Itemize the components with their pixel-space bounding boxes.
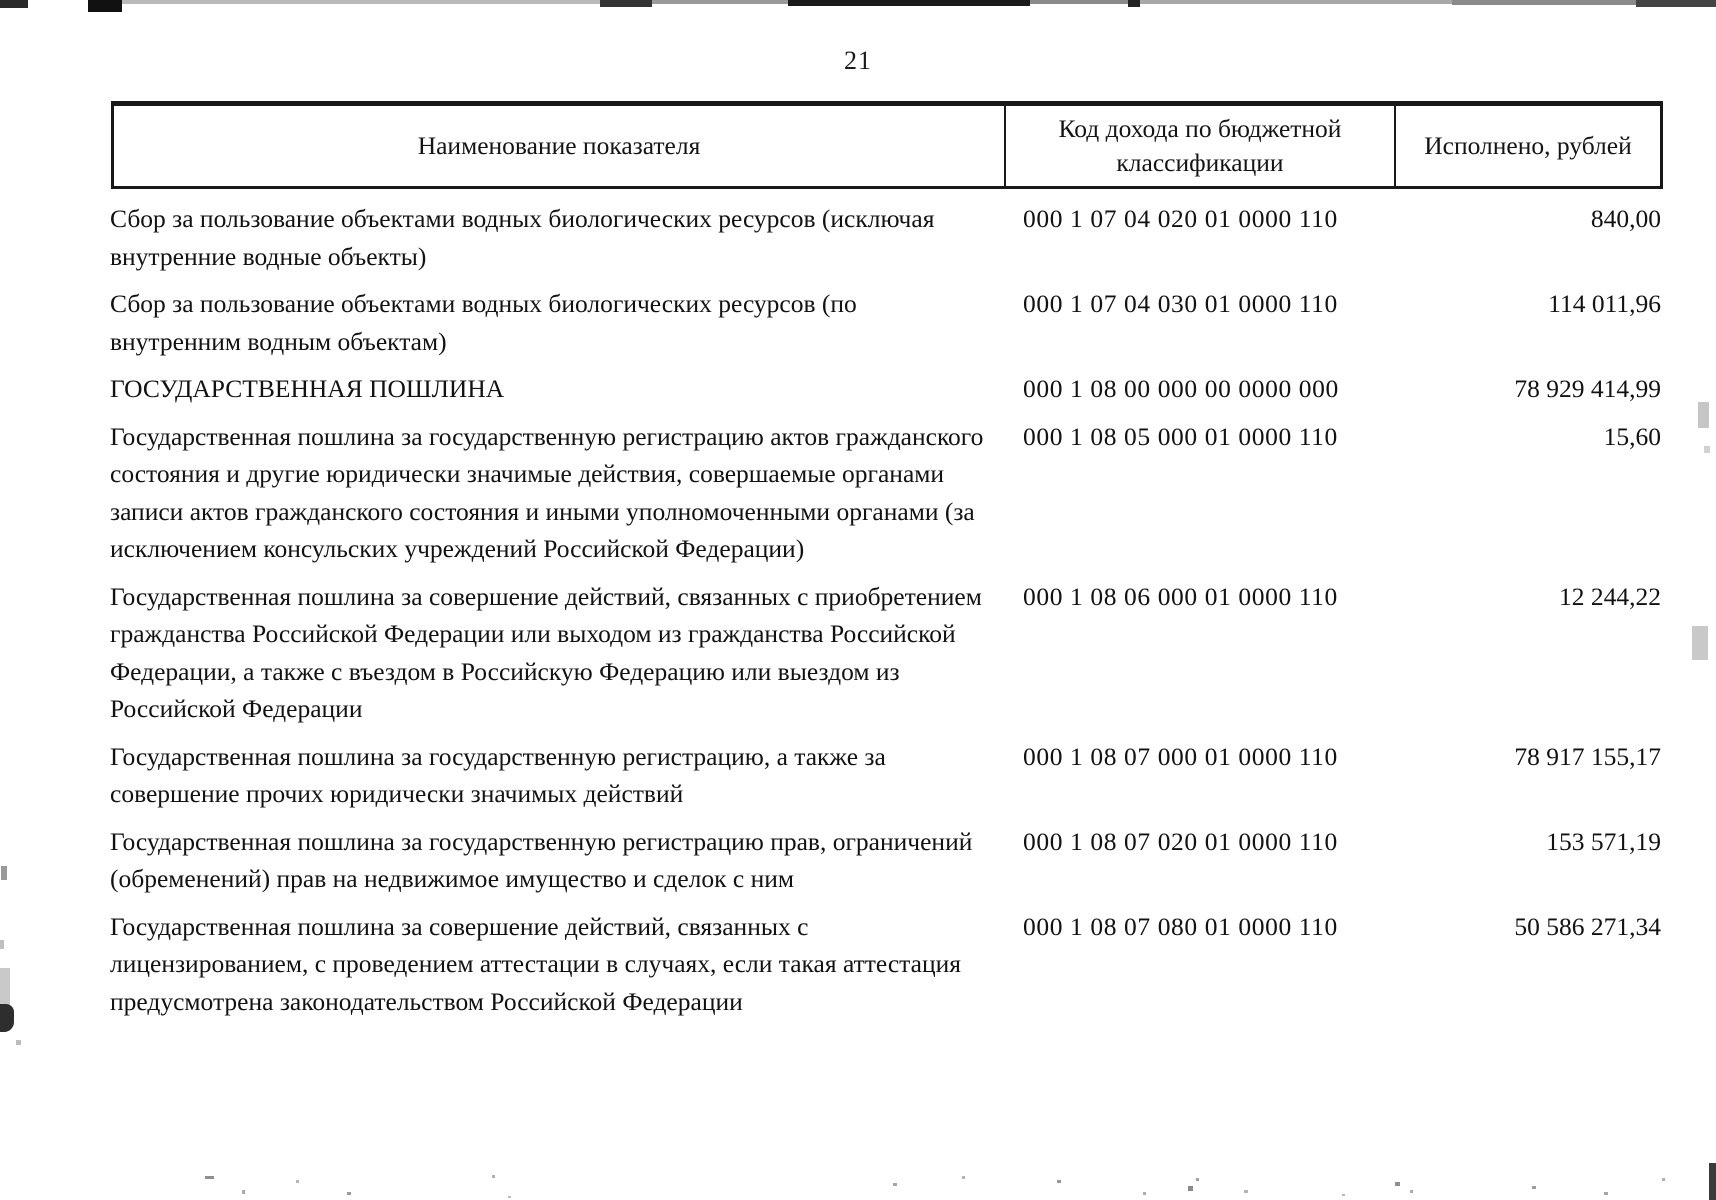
- row-budget-code: 000 1 08 07 080 01 0000 110: [1023, 911, 1338, 941]
- scan-noise: [205, 1176, 214, 1179]
- row-indicator-name: ГОСУДАРСТВЕННАЯ ПОШЛИНА: [110, 374, 505, 403]
- scan-noise: [1143, 1192, 1146, 1195]
- row-budget-code: 000 1 08 07 020 01 0000 110: [1023, 826, 1338, 856]
- row-executed-amount: 114 011,96: [1548, 289, 1661, 318]
- scan-noise: [0, 1004, 14, 1032]
- scan-noise: [893, 1183, 897, 1186]
- scan-noise: [1196, 1178, 1199, 1181]
- table-row: [111, 200, 1663, 275]
- scan-noise: [962, 1176, 965, 1179]
- column-header-amount: Исполнено, рублей: [1424, 131, 1632, 160]
- scan-noise: [1698, 402, 1709, 428]
- scan-noise: [1709, 1163, 1716, 1200]
- scan-noise: [0, 940, 4, 949]
- scan-noise: [1532, 1186, 1536, 1189]
- row-indicator-name: Государственная пошлина за совершение действий, связанных с приобретением гражданства Российской Федерации или выходом из гражданства Российской Федерации, а также с въездом в Российскую Федерацию или выездом из Российской Федерации: [110, 581, 982, 723]
- scan-noise: [88, 0, 122, 12]
- scan-noise: [122, 0, 600, 4]
- table-body: [111, 189, 1663, 1020]
- scan-noise: [1342, 1194, 1345, 1196]
- row-budget-code: 000 1 07 04 030 01 0000 110: [1023, 289, 1338, 318]
- table-row: [111, 738, 1663, 813]
- table-row: [111, 418, 1663, 568]
- column-header-name: Наименование показателя: [114, 106, 1006, 186]
- row-executed-amount: 78 929 414,99: [1514, 374, 1661, 403]
- table-row: [111, 370, 1663, 408]
- scan-noise: [1140, 0, 1452, 4]
- revenue-table: [111, 101, 1663, 1030]
- scan-noise: [1244, 1190, 1248, 1193]
- scan-noise: [1, 866, 7, 880]
- scan-noise: [508, 1196, 511, 1198]
- scan-noise: [0, 0, 28, 8]
- row-executed-amount: 153 571,19: [1546, 826, 1661, 856]
- row-indicator-name: Сбор за пользование объектами водных биологических ресурсов (по внутренним водным объектам): [110, 289, 857, 356]
- table-row: [111, 285, 1663, 360]
- table-header-row: [111, 101, 1663, 189]
- table-row: [111, 823, 1663, 898]
- row-executed-amount: 50 586 271,34: [1514, 911, 1661, 941]
- row-indicator-name: Сбор за пользование объектами водных биологических ресурсов (исключая внутренние водные объекты): [110, 204, 935, 271]
- row-budget-code: 000 1 08 06 000 01 0000 110: [1023, 581, 1338, 611]
- row-executed-amount: 12 244,22: [1559, 581, 1661, 611]
- scan-noise: [1452, 0, 1636, 5]
- scan-noise: [1030, 0, 1128, 4]
- row-budget-code: 000 1 07 04 020 01 0000 110: [1023, 204, 1338, 233]
- scan-noise: [1057, 1180, 1061, 1183]
- row-budget-code: 000 1 08 05 000 01 0000 110: [1023, 421, 1338, 451]
- scan-noise: [600, 0, 652, 7]
- row-indicator-name: Государственная пошлина за государственную регистрацию, а также за совершение прочих юридически значимых действий: [110, 741, 886, 808]
- scan-noise: [1636, 0, 1716, 7]
- scan-noise: [1704, 446, 1710, 453]
- scan-noise: [1604, 1192, 1608, 1195]
- row-indicator-name: Государственная пошлина за государственную регистрацию актов гражданского состояния и другие юридически значимые действия, совершаемые органами записи актов гражданского состояния и иными уполномоченными органами (за исключением консульских учреждений Российской Федерации): [110, 421, 984, 563]
- scan-noise: [788, 0, 1030, 6]
- scan-noise: [652, 0, 788, 4]
- row-executed-amount: 840,00: [1590, 204, 1661, 233]
- row-budget-code: 000 1 08 07 000 01 0000 110: [1023, 741, 1338, 771]
- scan-noise: [1692, 626, 1708, 660]
- row-budget-code: 000 1 08 00 000 00 0000 000: [1023, 374, 1339, 403]
- scan-noise: [1395, 1182, 1400, 1186]
- scan-noise: [492, 1175, 495, 1178]
- scan-noise: [1188, 1186, 1193, 1191]
- scan-noise: [347, 1192, 351, 1195]
- page-number: 21: [844, 46, 872, 75]
- scan-noise: [16, 1040, 21, 1045]
- scan-noise: [296, 1180, 299, 1183]
- scan-noise: [1128, 0, 1140, 7]
- table-row: [111, 908, 1663, 1021]
- column-header-code: Код дохода по бюджетной классификации: [1006, 106, 1396, 186]
- scan-noise: [0, 968, 10, 1006]
- table-row: [111, 578, 1663, 728]
- row-executed-amount: 78 917 155,17: [1514, 741, 1661, 771]
- row-executed-amount: 15,60: [1603, 421, 1661, 451]
- row-indicator-name: Государственная пошлина за государственную регистрацию прав, ограничений (обременений) прав на недвижимое имущество и сделок с ним: [110, 826, 973, 893]
- row-indicator-name: Государственная пошлина за совершение действий, связанных с лицензированием, с проведением аттестации в случаях, если такая аттестация предусмотрена законодательством Российской Федерации: [110, 911, 961, 1016]
- scan-noise: [1662, 1178, 1665, 1181]
- scan-noise: [1410, 1190, 1413, 1193]
- scan-noise: [242, 1190, 245, 1194]
